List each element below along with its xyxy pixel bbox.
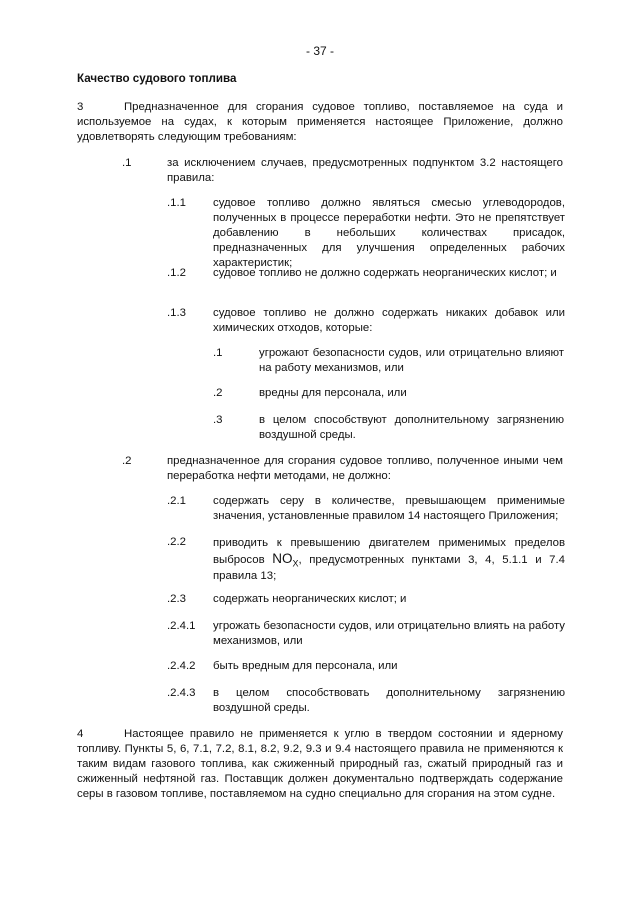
item-2-4-1-text: угрожать безопасности судов, или отрицательно влиять на работу механизмов, или — [213, 620, 565, 647]
item-2-number: .2 — [122, 455, 132, 467]
item-2-1-text: содержать серу в количестве, превышающем применимые значения, установленные правилом 14 настоящего Приложения; — [213, 495, 565, 522]
para-4-number: 4 — [77, 728, 84, 740]
item-1-3-c-number: .3 — [213, 414, 223, 426]
item-2-2-text-after: , предусмотренных пунктами 3, 4, 5.1.1 и 7.4 правила 13; — [213, 554, 565, 582]
item-2-4-3-number: .2.4.3 — [167, 687, 196, 699]
item-2-2-text — [213, 535, 565, 584]
item-1-3-text: судовое топливо не должно содержать никаких добавок или химических отходов, которые: — [213, 307, 565, 334]
item-1-1-text: судовое топливо должно являться смесью углеводородов, полученных в процессе переработки нефти. Это не препятствует добавлению в небольших количествах присадок, предназначенных для улучшения определенных рабочих характеристик; — [213, 197, 565, 269]
item-1-3-b-number: .2 — [213, 387, 223, 399]
item-1-3-c-text: в целом способствуют дополнительному загрязнению воздушной среды. — [259, 414, 564, 441]
item-2-1-number: .2.1 — [167, 495, 186, 507]
item-2-text: предназначенное для сгорания судовое топливо, полученное иными чем переработка нефти методами, не должно: — [167, 455, 563, 482]
item-1-3-a-text: угрожают безопасности судов, или отрицательно влияют на работу механизмов, или — [259, 347, 564, 374]
item-2-4-2-text: быть вредным для персонала, или — [213, 660, 398, 672]
para-4-text: Настоящее правило не применяется к углю в твердом состоянии и ядерному топливу. Пункты 5, 6, 7.1, 7.2, 8.1, 8.2, 9.2, 9.3 и 9.4 настоящего правила не применяются к таким видам газового топлива, как сжиженный природный газ, сжатый природный газ и сжиженный нефтяной газ. Поставщик должен документально подтверждать содержание серы в газовом топливе, поставляемом на судно специально для сгорания на этом судне. — [77, 728, 563, 800]
nox-symbol: NO — [272, 551, 293, 566]
nox-subscript: X — [292, 558, 299, 569]
item-1-1-number: .1.1 — [167, 197, 186, 209]
page-number: - 37 - — [305, 44, 334, 58]
item-2-4-3-text: в целом способствовать дополнительному загрязнению воздушной среды. — [213, 687, 565, 714]
item-1-2-text: судовое топливо не должно содержать неорганических кислот; и — [213, 267, 557, 279]
item-2-3-text: содержать неорганических кислот; и — [213, 593, 407, 605]
item-1-text: за исключением случаев, предусмотренных подпунктом 3.2 настоящего правила: — [167, 157, 563, 184]
item-1-3-b-text: вредны для персонала, или — [259, 387, 407, 399]
item-2-4-1-number: .2.4.1 — [167, 620, 196, 632]
item-2-3-number: .2.3 — [167, 593, 186, 605]
item-2-2-text-before: приводить к превышению двигателем применимых пределов выбросов — [213, 537, 565, 566]
section-heading: Качество судового топлива — [77, 72, 237, 85]
para-3-number: 3 — [77, 101, 84, 113]
item-1-2-number: .1.2 — [167, 267, 186, 279]
para-3-text: Предназначенное для сгорания судовое топливо, поставляемое на суда и используемое на судах, к которым применяется настоящее Приложение, должно удовлетворять следующим требованиям: — [77, 101, 563, 143]
item-1-3-number: .1.3 — [167, 307, 186, 319]
item-2-4-2-number: .2.4.2 — [167, 660, 196, 672]
item-1-3-a-number: .1 — [213, 347, 223, 359]
item-1-number: .1 — [122, 157, 132, 169]
item-2-2-number: .2.2 — [167, 536, 186, 548]
